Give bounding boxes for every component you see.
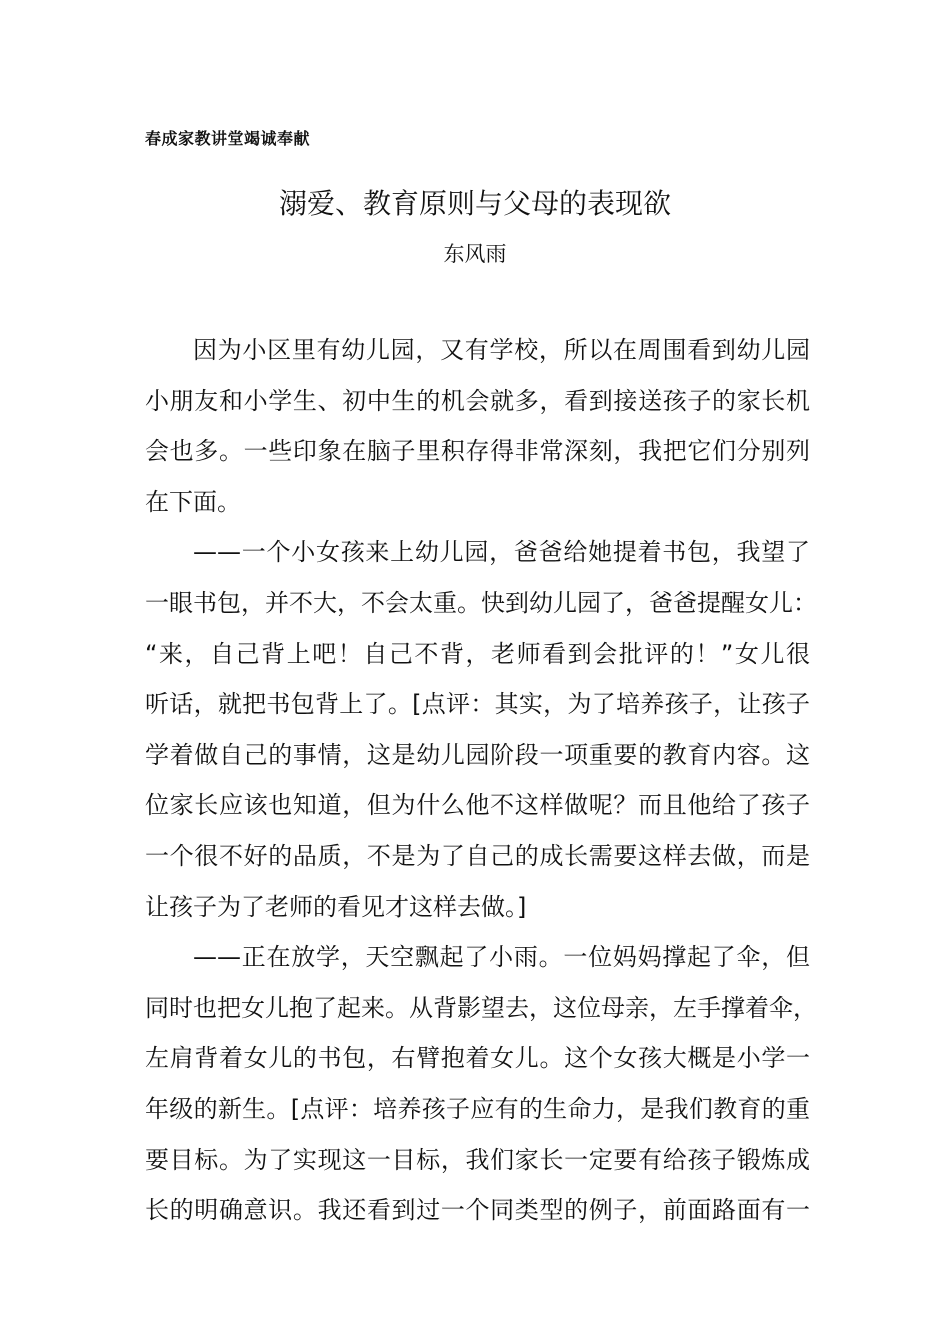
- text-line: 同时也把女儿抱了起来。从背影望去，这位母亲，左手撑着伞，: [145, 993, 817, 1022]
- header-note: 春成家教讲堂竭诚奉献: [145, 129, 311, 148]
- text-line: 学着做自己的事情，这是幼儿园阶段一项重要的教育内容。这: [145, 740, 810, 769]
- author-name: 东风雨: [443, 242, 507, 266]
- text-line: 左肩背着女儿的书包，右臂抱着女儿。这个女孩大概是小学一: [145, 1044, 810, 1073]
- text-line: 位家长应该也知道，但为什么他不这样做呢？而且他给了孩子: [145, 791, 810, 820]
- body-text: [145, 331, 817, 1242]
- text-line: ——一个小女孩来上幼儿园，爸爸给她提着书包，我望了: [193, 538, 810, 567]
- document-title: 溺爱、教育原则与父母的表现欲: [278, 187, 671, 220]
- text-line: “来，自己背上吧！自己不背，老师看到会批评的！”女儿很: [145, 639, 810, 668]
- text-line: 年级的新生。[点评：培养孩子应有的生命力，是我们教育的重: [145, 1094, 810, 1123]
- text-line: 长的明确意识。我还看到过一个同类型的例子，前面路面有一: [145, 1196, 810, 1225]
- text-line: 在下面。: [145, 487, 241, 516]
- text-line: 听话，就把书包背上了。[点评：其实，为了培养孩子，让孩子: [145, 690, 810, 719]
- text-line: 让孩子为了老师的看见才这样去做。]: [145, 892, 527, 921]
- text-line: 一个很不好的品质，不是为了自己的成长需要这样去做，而是: [145, 841, 810, 870]
- text-line: 要目标。为了实现这一目标，我们家长一定要有给孩子锻炼成: [145, 1145, 810, 1174]
- text-line: ——正在放学，天空飘起了小雨。一位妈妈撑起了伞，但: [193, 943, 810, 972]
- text-line: 因为小区里有幼儿园，又有学校，所以在周围看到幼儿园: [193, 336, 810, 364]
- text-line: 一眼书包，并不大，不会太重。快到幼儿园了，爸爸提醒女儿：: [145, 588, 817, 617]
- text-line: 小朋友和小学生、初中生的机会就多，看到接送孩子的家长机: [145, 386, 810, 415]
- text-line: 会也多。一些印象在脑子里积存得非常深刻，我把它们分别列: [145, 437, 810, 466]
